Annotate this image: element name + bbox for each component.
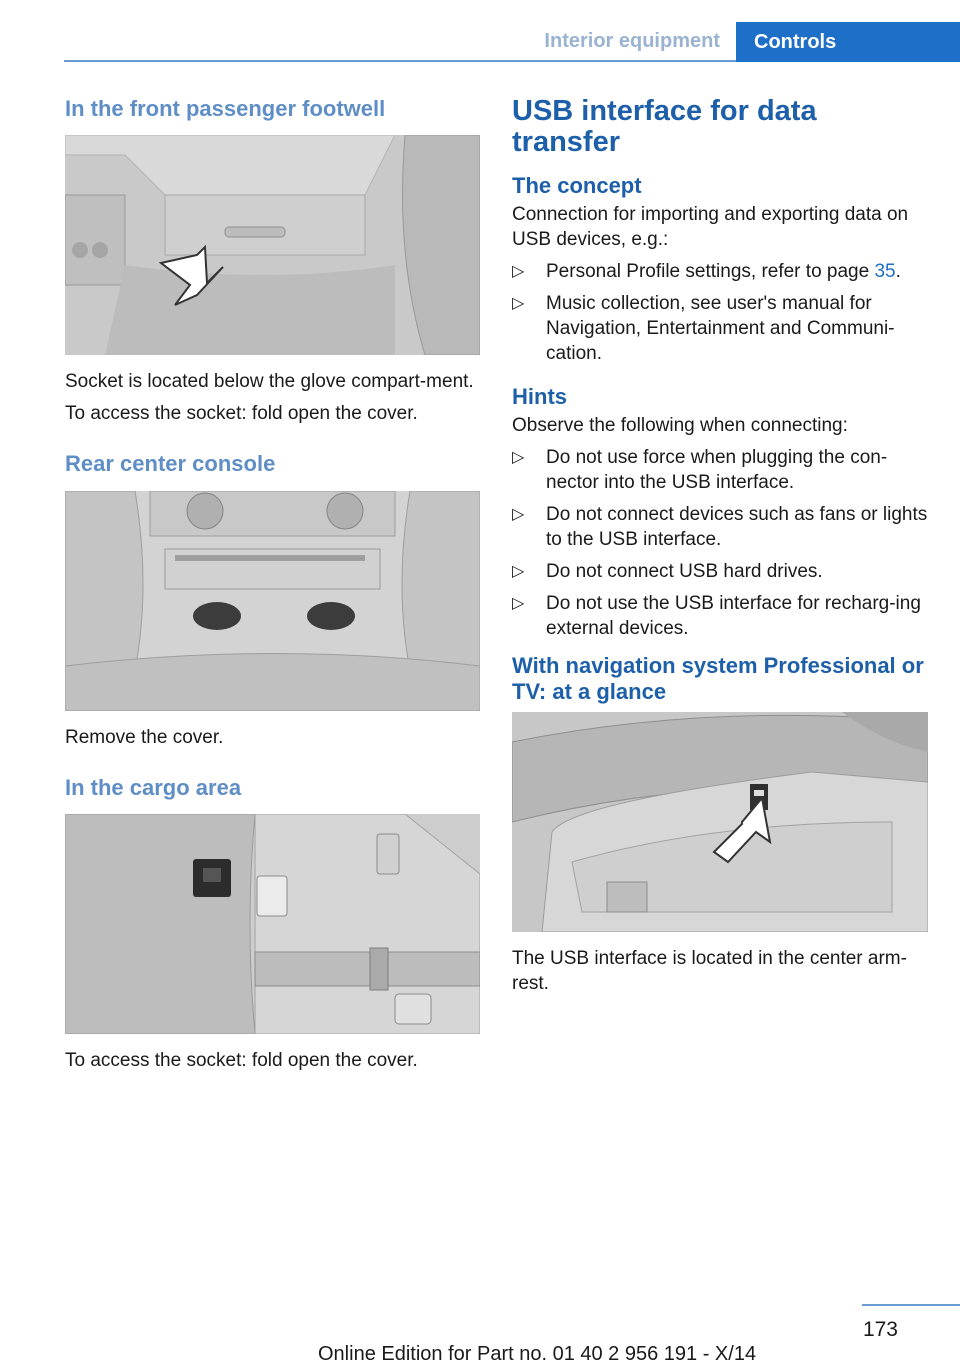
chapter-tab[interactable]: Controls: [736, 22, 960, 62]
glance-text: The USB interface is located in the center arm-rest.: [512, 947, 907, 994]
heading-at-a-glance: With navigation system Professional or TV: at a glance: [512, 653, 924, 704]
list-item-text: Do not use the USB interface for recharg-ing external devices.: [546, 593, 921, 640]
armrest-usb-image: [512, 712, 928, 932]
heading-usb-interface: USB interface for data transfer: [512, 95, 817, 159]
heading-rear-console: Rear center console: [65, 451, 276, 477]
concept-list: [512, 259, 930, 366]
cargo-access-text: To access the socket: fold open the cover.: [65, 1049, 418, 1071]
rear-console-image: [65, 491, 480, 711]
footwell-image: [65, 135, 480, 355]
heading-hints: Hints: [512, 383, 567, 409]
list-item-text: Music collection, see user's manual for Navigation, Entertainment and Communi-cation.: [546, 292, 895, 364]
rear-console-text: Remove the cover.: [65, 726, 224, 748]
footwell-location-text: Socket is located below the glove compart-ment.: [65, 371, 474, 393]
right-column: [512, 96, 930, 1003]
left-column: [65, 96, 480, 1080]
page-number: 173: [862, 1318, 898, 1341]
list-item-text: Do not connect USB hard drives.: [546, 561, 823, 583]
list-item-period: .: [895, 260, 901, 282]
list-item: [512, 445, 930, 495]
page-35-link[interactable]: 35: [874, 260, 896, 282]
list-item: [512, 291, 930, 366]
footer-rule: [862, 1304, 960, 1306]
concept-text: Connection for importing and exporting data on USB devices, e.g.:: [512, 203, 909, 250]
section-title: Interior equipment: [544, 30, 720, 52]
triangle-bullet-icon: ▷: [512, 294, 525, 312]
list-item-text: Do not connect devices such as fans or lights to the USB interface.: [546, 504, 928, 551]
triangle-bullet-icon: ▷: [512, 449, 525, 467]
triangle-bullet-icon: ▷: [512, 595, 525, 613]
hints-text: Observe the following when connecting:: [512, 415, 848, 437]
heading-front-footwell: In the front passenger footwell: [65, 96, 386, 121]
list-item: [512, 559, 930, 584]
triangle-bullet-icon: ▷: [512, 506, 525, 524]
heading-concept: The concept: [512, 172, 642, 198]
list-item: [512, 259, 930, 284]
list-item: [512, 502, 930, 552]
footwell-access-text: To access the socket: fold open the cover.: [65, 403, 418, 425]
list-item-text: Personal Profile settings, refer to page: [546, 260, 870, 282]
hints-list: [512, 445, 930, 641]
cargo-area-image: [65, 814, 480, 1034]
list-item: [512, 591, 930, 641]
triangle-bullet-icon: ▷: [512, 563, 525, 581]
heading-cargo-area: In the cargo area: [65, 774, 242, 800]
edition-footer: Online Edition for Part no. 01 40 2 956 191 - X/14: [318, 1343, 757, 1365]
list-item-text: Do not use force when plugging the con-nector into the USB interface.: [546, 447, 888, 494]
triangle-bullet-icon: ▷: [512, 262, 525, 280]
